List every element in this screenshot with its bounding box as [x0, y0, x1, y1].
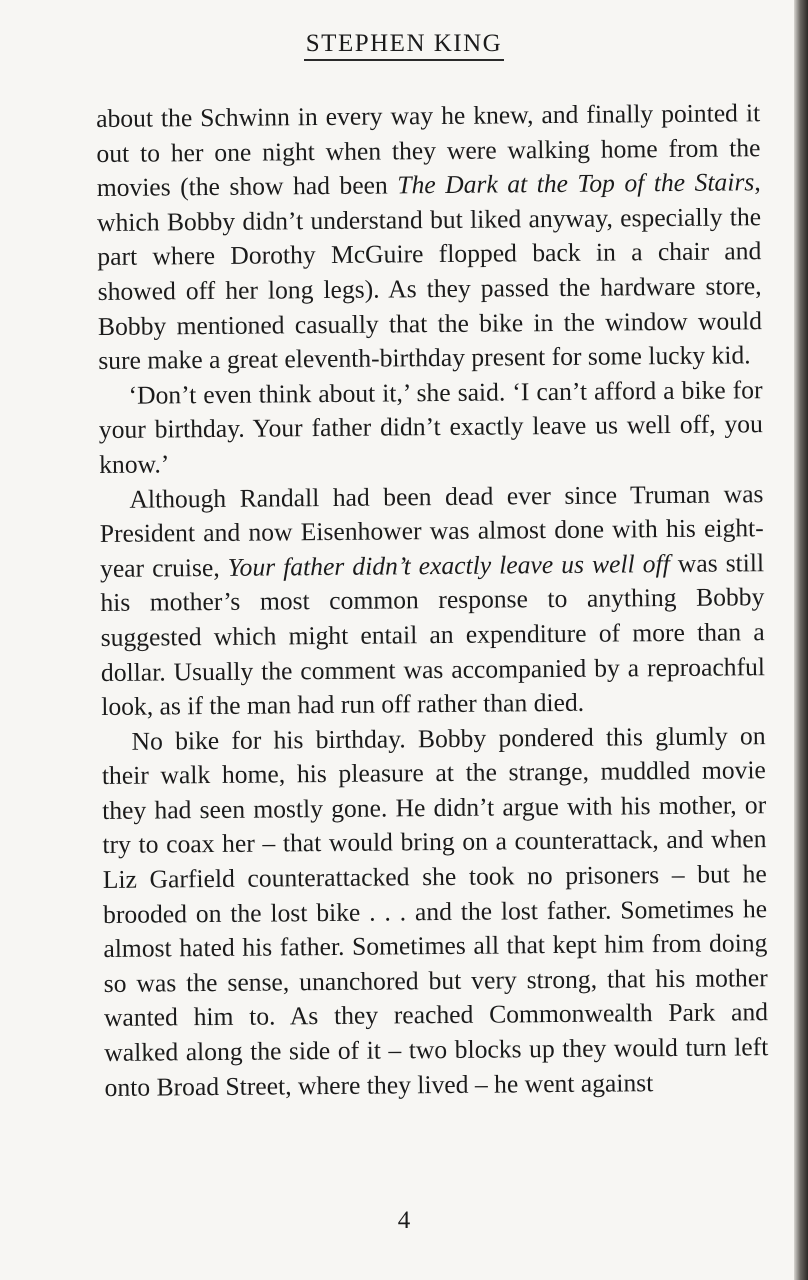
- paragraph-1: [96, 96, 762, 379]
- running-head: [0, 30, 808, 61]
- paragraph-1-text-a: about the Schwinn in every way he knew, and finally pointed it out to her one night when they were walking home from the movies (the show had been: [96, 98, 761, 203]
- paragraph-1-text-b: , which Bobby didn’t understand but liked anyway, especially the part where Dorothy McGuire flopped back in a chair and showed off her long legs). As they passed the hardware store, Bobby mentioned casually that the bike in the window would sure make a great eleventh-birthday present for some lucky kid.: [96, 167, 763, 376]
- page-number: 4: [397, 1207, 411, 1234]
- paragraph-4-text: No bike for his birthday. Bobby pondered this glumly on their walk home, his pleasure at the strange, muddled movie they had seen mostly gone. He didn’t argue with his mother, or try to coax her – that would bring on a counterattack, and when Liz Garfield counterattacked she took no prisoners – but he brooded on the lost bike . . . and the lost father. Sometimes he almost hated his father. Sometimes all that kept him from doing so was the sense, unanchored but very strong, that his mother wanted him to. As they reached Commonwealth Park and walked along the side of it – two blocks up they would turn left onto Broad Street, where they lived – he went against: [101, 720, 769, 1102]
- paragraph-4: [101, 719, 768, 1105]
- paragraph-3-quote: Your father didn’t exactly leave us well off: [227, 548, 670, 582]
- paragraph-2: [98, 373, 763, 483]
- body-text: [96, 96, 769, 1105]
- paragraph-3-text-b: was still his mother’s most common response to anything Bobby suggested which might entail an expenditure of more than a dollar. Usually the comment was accompanied by a reproachful look, as if the man had run off rather than died.: [100, 547, 766, 722]
- running-head-title: STEPHEN KING: [304, 30, 504, 61]
- paragraph-3: [99, 477, 765, 725]
- paragraph-1-film-title: The Dark at the Top of the Stairs: [397, 167, 755, 200]
- paragraph-3-text-a: Although Randall had been dead ever since Truman was President and now Eisenhower was almost done with his eight-year cruise,: [99, 478, 764, 583]
- book-spine-edge: [794, 0, 808, 1280]
- paragraph-2-text: ‘Don’t even think about it,’ she said. ‘I can’t afford a bike for your birthday. Your father didn’t exactly leave us well off, you know.’: [98, 374, 763, 479]
